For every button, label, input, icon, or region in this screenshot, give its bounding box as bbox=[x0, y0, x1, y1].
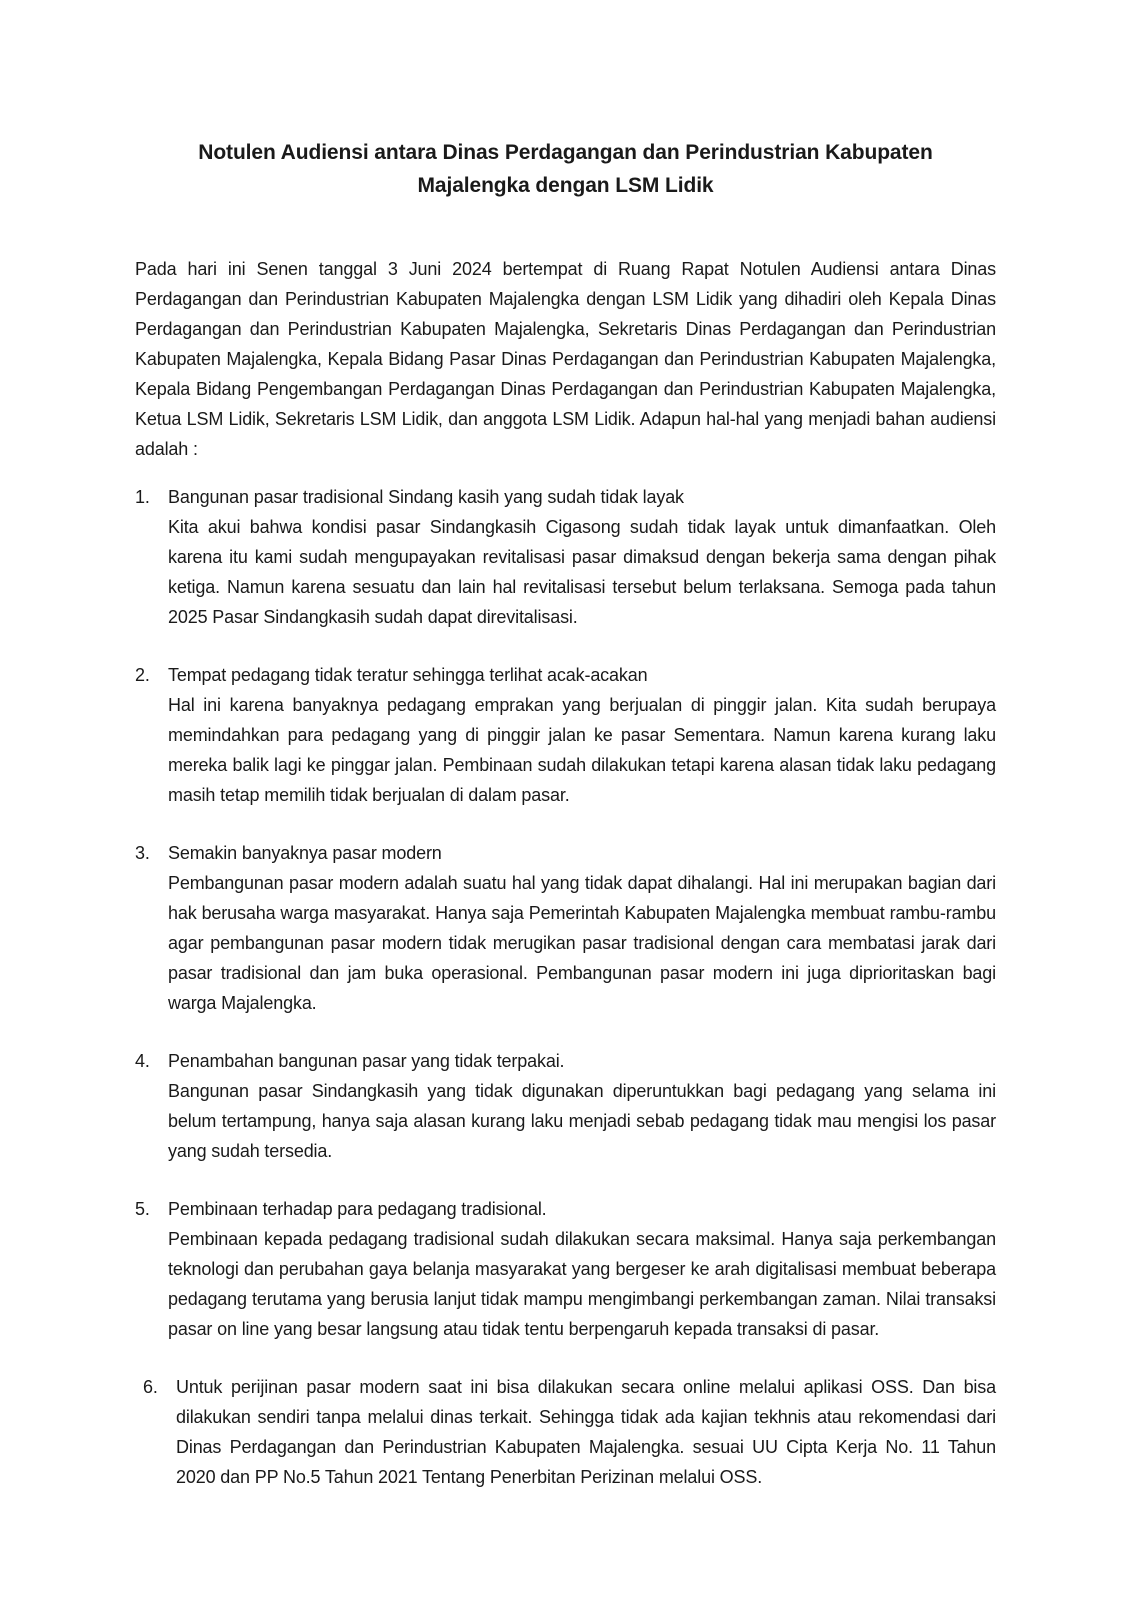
list-item-3 bbox=[135, 838, 996, 1018]
item-body: Pembinaan kepada pedagang tradisional sudah dilakukan secara maksimal. Hanya saja perkembangan teknologi dan perubahan gaya belanja masyarakat yang bergeser ke arah digitalisasi membuat beberapa pedagang terutama yang berusia lanjut tidak mampu mengimbangi perkembangan zaman. Nilai transaksi pasar on line yang besar langsung atau tidak tentu berpengaruh kepada transaksi di pasar. bbox=[168, 1229, 996, 1339]
item-number: 4. bbox=[135, 1051, 150, 1071]
item-heading: Penambahan bangunan pasar yang tidak terpakai. bbox=[168, 1051, 565, 1071]
item-heading: Semakin banyaknya pasar modern bbox=[168, 843, 442, 863]
item-content bbox=[168, 482, 996, 632]
item-heading: Tempat pedagang tidak teratur sehingga terlihat acak-acakan bbox=[168, 665, 648, 685]
item-content bbox=[168, 838, 996, 1018]
item-content bbox=[168, 660, 996, 810]
list-item-4 bbox=[135, 1046, 996, 1166]
item-content bbox=[168, 1194, 996, 1344]
item-content bbox=[176, 1372, 996, 1492]
item-body: Pembangunan pasar modern adalah suatu hal yang tidak dapat dihalangi. Hal ini merupakan bagian dari hak berusaha warga masyarakat. Hanya saja Pemerintah Kabupaten Majalengka membuat rambu-rambu agar pembangunan pasar modern tidak merugikan pasar tradisional dengan cara membatasi jarak dari pasar tradisional dan jam buka operasional. Pembangunan pasar modern ini juga diprioritaskan bagi warga Majalengka. bbox=[168, 873, 996, 1013]
item-number: 1. bbox=[135, 487, 150, 507]
item-content bbox=[168, 1046, 996, 1166]
item-number: 5. bbox=[135, 1199, 150, 1219]
item-body: Kita akui bahwa kondisi pasar Sindangkasih Cigasong sudah tidak layak untuk dimanfaatkan. Oleh karena itu kami sudah mengupayakan revitalisasi pasar dimaksud dengan bekerja sama dengan pihak ketiga. Namun karena sesuatu dan lain hal revitalisasi tersebut belum terlaksana. Semoga pada tahun 2025 Pasar Sindangkasih sudah dapat direvitalisasi. bbox=[168, 517, 996, 627]
item-number: 3. bbox=[135, 843, 150, 863]
list-item-6 bbox=[143, 1372, 996, 1492]
item-number: 6. bbox=[143, 1377, 158, 1397]
item-heading: Pembinaan terhadap para pedagang tradisional. bbox=[168, 1199, 547, 1219]
list-item-5 bbox=[135, 1194, 996, 1344]
list-item-1 bbox=[135, 482, 996, 632]
item-heading: Bangunan pasar tradisional Sindang kasih yang sudah tidak layak bbox=[168, 487, 684, 507]
intro-paragraph: Pada hari ini Senen tanggal 3 Juni 2024 bertempat di Ruang Rapat Notulen Audiensi antara Dinas Perdagangan dan Perindustrian Kabupaten Majalengka dengan LSM Lidik yang dihadiri oleh Kepala Dinas Perdagangan dan Perindustrian Kabupaten Majalengka, Sekretaris Dinas Perdagangan dan Perindustrian Kabupaten Majalengka, Kepala Bidang Pasar Dinas Perdagangan dan Perindustrian Kabupaten Majalengka, Kepala Bidang Pengembangan Perdagangan Dinas Perdagangan dan Perindustrian Kabupaten Majalengka, Ketua LSM Lidik, Sekretaris LSM Lidik, dan anggota LSM Lidik. Adapun hal-hal yang menjadi bahan audiensi adalah : bbox=[135, 259, 996, 459]
item-body: Bangunan pasar Sindangkasih yang tidak digunakan diperuntukkan bagi pedagang yang selama ini belum tertampung, hanya saja alasan kurang laku menjadi sebab pedagang tidak mau mengisi los pasar yang sudah tersedia. bbox=[168, 1081, 996, 1161]
item-number: 2. bbox=[135, 665, 150, 685]
item-body: Hal ini karena banyaknya pedagang emprakan yang berjualan di pinggir jalan. Kita sudah berupaya memindahkan para pedagang yang di pinggir jalan ke pasar Sementara. Namun karena kurang laku mereka balik lagi ke pinggar jalan. Pembinaan sudah dilakukan tetapi karena alasan tidak laku pedagang masih tetap memilih tidak berjualan di dalam pasar. bbox=[168, 695, 996, 805]
list-item-2 bbox=[135, 660, 996, 810]
agenda-list bbox=[135, 482, 996, 1492]
item-body: Untuk perijinan pasar modern saat ini bisa dilakukan secara online melalui aplikasi OSS. Dan bisa dilakukan sendiri tanpa melalui dinas terkait. Sehingga tidak ada kajian tekhnis atau rekomendasi dari Dinas Perdagangan dan Perindustrian Kabupaten Majalengka. sesuai UU Cipta Kerja No. 11 Tahun 2020 dan PP No.5 Tahun 2021 Tentang Penerbitan Perizinan melalui OSS. bbox=[176, 1377, 996, 1487]
document-title: Notulen Audiensi antara Dinas Perdagangan dan Perindustrian Kabupaten Majalengka dengan LSM Lidik bbox=[198, 141, 933, 197]
